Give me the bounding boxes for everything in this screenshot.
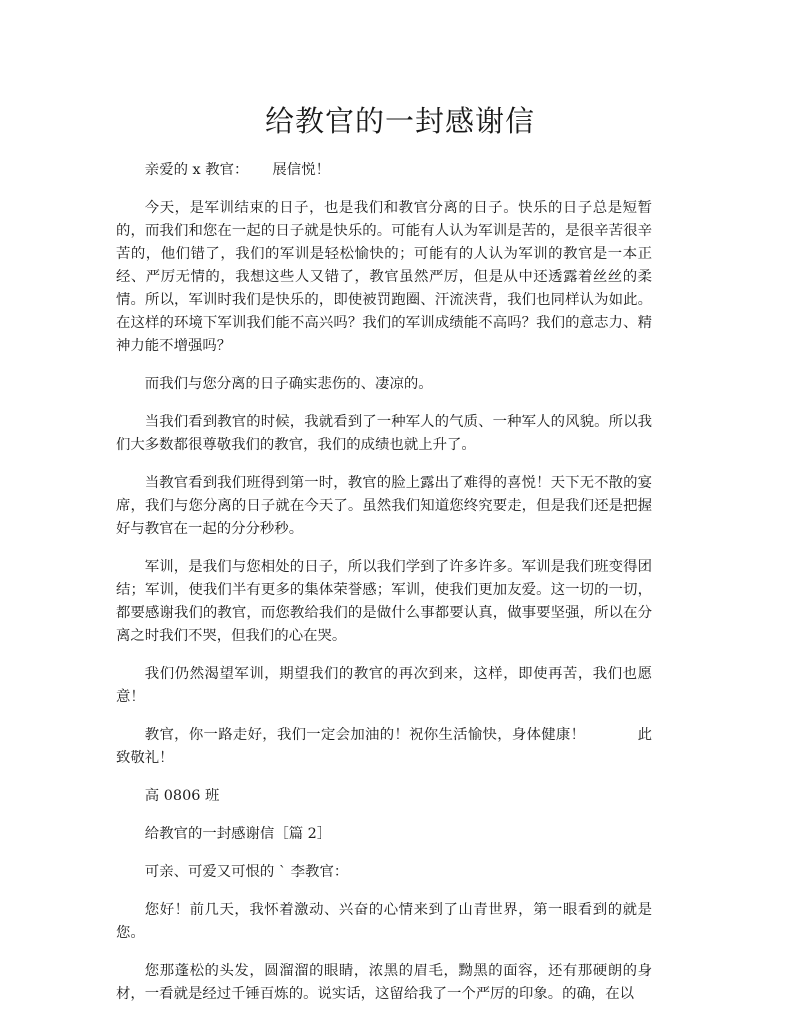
paragraph-2: 而我们与您分离的日子确实悲伤的、凄凉的。 (144, 376, 433, 392)
closing-suffix: 此致敬礼！ (116, 727, 652, 766)
part2-heading: 给教官的一封感谢信［篇 2］ (144, 826, 332, 842)
document-title: 给教官的一封感谢信 (264, 104, 535, 138)
paragraph-1: 今天，是军训结束的日子，也是我们和教官分离的日子。快乐的日子总是短暂的，而我们和您在一起的日子就是快乐的。可能有人认为军训是苦的，是很辛苦很辛苦的，他们错了，我们的军训是轻松愉快的；可能有的人认为军训的教官是一本正经、严厉无情的，我想这些人又错了，教官虽然严厉，但是从中还透露着丝丝的柔情。所以，军训时我们是快乐的，即使被罚跑圈、汗流浃背，我们也同样认为如此。在这样的环境下军训我们能不高兴吗？我们的军训成绩能不高吗？我们的意志力、精神力能不增强吗？ (116, 200, 652, 354)
part2-paragraph-2: 您那蓬松的头发，圆溜溜的眼睛，浓黑的眉毛，黝黑的面容，还有那硬朗的身材，一看就是经过千锤百炼的。说实话，这留给我了一个严厉的印象。的确，在以 (116, 963, 652, 1002)
greeting: 亲爱的 x 教官： (144, 162, 249, 178)
closing-line (116, 724, 652, 770)
greeting-suffix: 展信悦！ (272, 162, 330, 178)
part2-greeting: 可亲、可爱又可恨的 ` 李教官： (144, 864, 349, 880)
closing: 教官，你一路走好，我们一定会加油的！祝你生活愉快，身体健康！ (144, 727, 586, 743)
greeting-line (116, 159, 652, 182)
paragraph-3: 当我们看到教官的时候，我就看到了一种军人的气质、一种军人的风貌。所以我们大多数都很尊敬我们的教官，我们的成绩也就上升了。 (116, 414, 652, 453)
part2-paragraph-1: 您好！前几天，我怀着激动、兴奋的心情来到了山青世界，第一眼看到的就是您。 (116, 902, 652, 941)
class-name: 高 0806 班 (144, 788, 220, 804)
paragraph-6: 我们仍然渴望军训，期望我们的教官的再次到来，这样，即使再苦，我们也愿意！ (116, 666, 652, 705)
paragraph-4: 当教官看到我们班得到第一时，教官的脸上露出了难得的喜悦！天下无不散的宴席，我们与您分离的日子就在今天了。虽然我们知道您终究要走，但是我们还是把握好与教官在一起的分分秒秒。 (116, 475, 652, 537)
paragraph-5: 军训，是我们与您相处的日子，所以我们学到了许多许多。军训是我们班变得团结；军训，使我们半有更多的集体荣誉感；军训，使我们更加友爱。这一切的一切，都要感谢我们的教官，而您教给我们的是做什么事都要认真，做事要坚强，所以在分离之时我们不哭，但我们的心在哭。 (116, 559, 652, 644)
document-body (116, 159, 652, 1021)
